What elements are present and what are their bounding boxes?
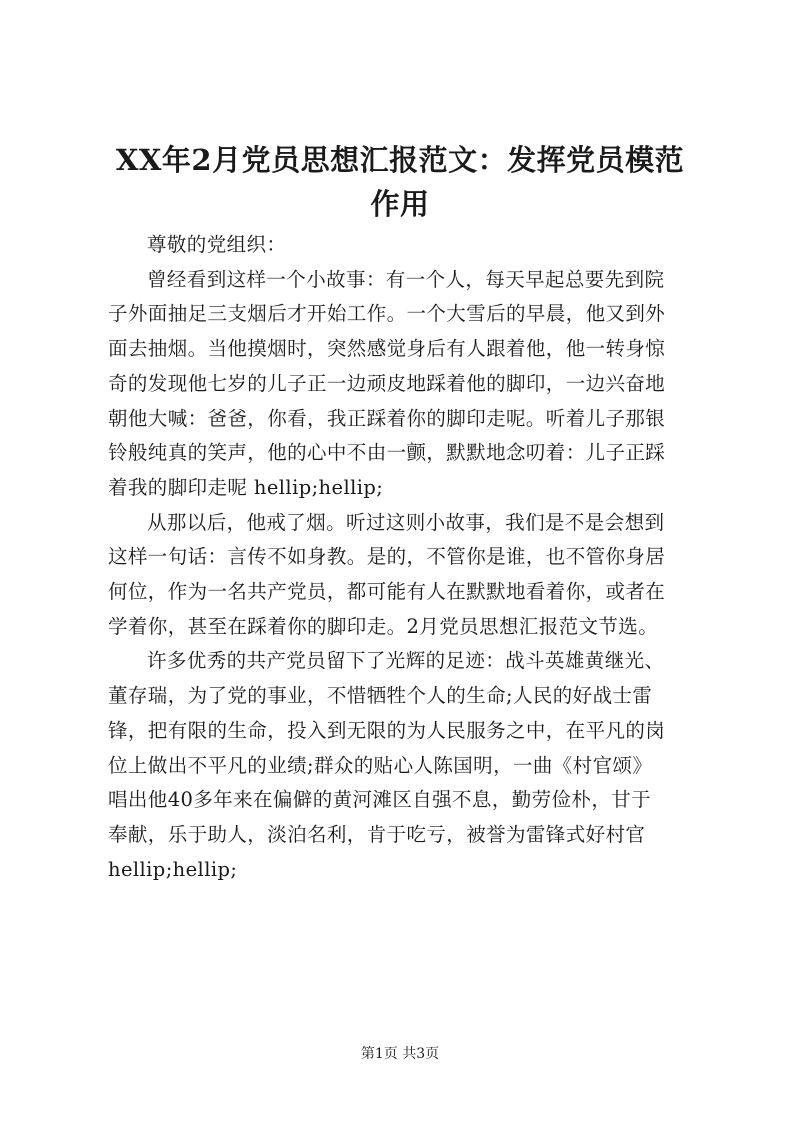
- text-line: 铃般纯真的笑声，他的心中不由一颤，默默地念叨着：儿子正踩: [108, 441, 666, 465]
- text-line: hellip;hellip;: [108, 857, 238, 881]
- text-line: 尊敬的党组织：: [147, 233, 287, 256]
- text-line: 曾经看到这样一个小故事：有一个人，每天早起总要先到院: [147, 267, 665, 291]
- text-line: 锋，把有限的生命，投入到无限的为人民服务之中，在平凡的岗: [108, 718, 666, 742]
- text-line: 面去抽烟。当他摸烟时，突然感觉身后有人跟着他，他一转身惊: [108, 337, 666, 361]
- text-line: 何位，作为一名共产党员，都可能有人在默默地看着你，或者在: [108, 580, 666, 604]
- text-line: 奇的发现他七岁的儿子正一边顽皮地踩着他的脚印，一边兴奋地: [108, 371, 666, 395]
- document-body: [108, 228, 694, 887]
- text-line: 朝他大喊：爸爸，你看，我正踩着你的脚印走呢。听着儿子那银: [108, 406, 666, 430]
- text-line: 从那以后，他戒了烟。听过这则小故事，我们是不是会想到: [147, 510, 665, 534]
- text-line: 许多优秀的共产党员留下了光辉的足迹：战斗英雄黄继光、: [147, 649, 665, 673]
- title-line: XX年2月党员思想汇报范文：发挥党员模范: [115, 143, 685, 177]
- page-number-footer: 第1页 共3页: [360, 1046, 440, 1062]
- document-title: [100, 138, 700, 226]
- examples-paragraph: [108, 644, 694, 887]
- text-line: 位上做出不平凡的业绩;群众的贴心人陈国明，一曲《村官颂》: [108, 753, 653, 777]
- text-line: 这样一句话：言传不如身教。是的，不管你是谁，也不管你身居: [108, 545, 666, 569]
- text-line: 奉献，乐于助人，淡泊名利，肯于吃亏，被誉为雷锋式好村官: [108, 822, 646, 846]
- salutation-paragraph: [108, 228, 694, 263]
- text-line: 唱出他40多年来在偏僻的黄河滩区自强不息，勤劳俭朴，甘于: [108, 788, 652, 812]
- reflection-paragraph: [108, 506, 694, 645]
- text-line: 子外面抽足三支烟后才开始工作。一个大雪后的早晨，他又到外: [108, 302, 666, 326]
- text-line: 董存瑞，为了党的事业，不惜牺牲个人的生命;人民的好战士雷: [108, 684, 653, 708]
- text-line: 学着你，甚至在踩着你的脚印走。2月党员思想汇报范文节选。: [108, 614, 659, 638]
- title-line: 作用: [370, 187, 430, 221]
- text-line: 着我的脚印走呢 hellip;hellip;: [108, 475, 384, 499]
- story-paragraph: [108, 263, 694, 506]
